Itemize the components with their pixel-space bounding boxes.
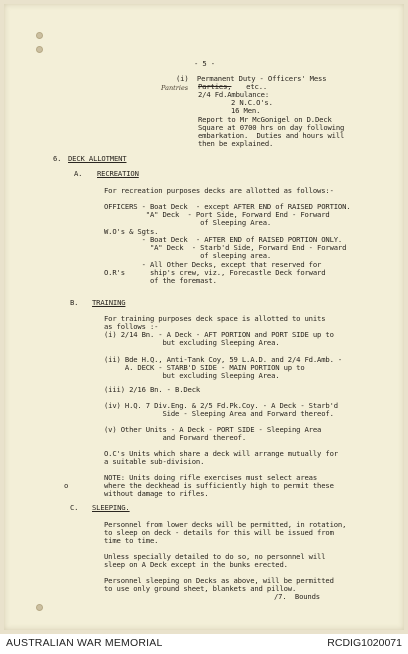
subsection-b-title: TRAINING [92, 298, 126, 307]
recreation-line: - All Other Decks, except that reserved for [104, 260, 322, 269]
intro-line-3: 2/4 Fd.Ambulance: [198, 90, 270, 99]
training-line: A. DECK - STARB'D SIDE - MAIN PORTION up to [104, 363, 305, 372]
subsection-b-label: B. [70, 298, 79, 307]
intro-line-5: 16 Men. [231, 106, 261, 115]
recreation-line: of sleeping area. [104, 251, 272, 260]
training-line: (iv) H.Q. 7 Div.Eng. & 2/5 Fd.Pk.Coy. - A Deck - Starb'd [104, 401, 338, 410]
handwritten-correction: Pantries [161, 84, 189, 92]
subsection-c-title: SLEEPING. [92, 503, 130, 512]
training-line: as follows :- [104, 322, 159, 331]
training-line: where the deckhead is sufficiently high to permit these [104, 481, 334, 490]
sleeping-line: to sleep on deck - details for this will be issued from [104, 528, 334, 537]
sleeping-line: sleep on A Deck except in the bunks erected. [104, 560, 288, 569]
sleeping-line: Personnel from lower decks will be permitted, in rotation, [104, 520, 347, 529]
intro-line-8: embarkation. Duties and hours will [198, 131, 345, 140]
recreation-line: W.O's & Sgts. [104, 227, 159, 236]
recreation-line: "A" Deck - Starb'd Side, Forward End - Forward [104, 243, 347, 252]
subsection-c-label: C. [70, 503, 79, 512]
subsection-a-label: A. [74, 169, 83, 178]
training-line: Side - Sleeping Area and Forward thereof. [104, 409, 334, 418]
recreation-line: O.R's ship's crew, viz., Forecastle Deck forward [104, 268, 326, 277]
recreation-line: For recreation purposes decks are allotted as follows:- [104, 186, 334, 195]
recreation-line: - Boat Deck - AFTER END of RAISED PORTION ONLY. [104, 235, 343, 244]
document-page [4, 4, 404, 630]
sleeping-line: time to time. [104, 536, 159, 545]
intro-line-4: 2 N.C.O's. [231, 98, 273, 107]
intro-line-2-rest: etc.. [242, 82, 268, 91]
training-line: without damage to rifles. [104, 489, 209, 498]
recreation-line: of the foremast. [104, 276, 217, 285]
footer-organisation: AUSTRALIAN WAR MEMORIAL [6, 637, 163, 649]
recreation-line: OFFICERS - Boat Deck - except AFTER END of RAISED PORTION. [104, 202, 351, 211]
training-line: a suitable sub-division. [104, 457, 205, 466]
sleeping-line: to use only ground sheet, blankets and pillow. [104, 584, 297, 593]
training-line: For training purposes deck space is allotted to units [104, 314, 326, 323]
subsection-a-title: RECREATION [97, 169, 139, 178]
margin-mark: o [64, 481, 69, 490]
archive-footer [0, 634, 408, 654]
footer-reference: RCDIG1020071 [327, 637, 402, 649]
section-title: DECK ALLOTMENT [68, 154, 127, 163]
training-note: NOTE: Units doing rifle exercises must select areas [104, 473, 318, 482]
training-line: (v) Other Units - A Deck - PORT SIDE - Sleeping Area [104, 425, 322, 434]
intro-line-9: then be explained. [198, 139, 274, 148]
training-line: (ii) Bde H.Q., Anti-Tank Coy, 59 L.A.D. and 2/4 Fd.Amb. - [104, 355, 343, 364]
training-line: O.C's Units which share a deck will arrange mutually for [104, 449, 338, 458]
section-number: 6. [53, 154, 62, 163]
struck-word: Parties, [198, 82, 232, 91]
intro-line-6: Report to Mr McGonigel on D.Deck [198, 115, 332, 124]
continuation-marker: /7. Bounds [274, 592, 320, 601]
recreation-line: "A" Deck - Port Side, Forward End - Forward [104, 210, 330, 219]
recreation-line: of Sleeping Area. [104, 218, 272, 227]
training-line: (i) 2/14 Bn. - A Deck - AFT PORTION and PORT SIDE up to [104, 330, 334, 339]
training-line: but excluding Sleeping Area. [104, 338, 280, 347]
intro-line-7: Square at 0700 hrs on day following [198, 123, 345, 132]
sleeping-line: Unless specially detailed to do so, no personnel will [104, 552, 326, 561]
page-number: - 5 - [194, 59, 215, 68]
training-line: and Forward thereof. [104, 433, 247, 442]
intro-line-1: (i) Permanent Duty - Officers' Mess [176, 74, 327, 83]
training-line: but excluding Sleeping Area. [104, 371, 280, 380]
training-line: (iii) 2/16 Bn. - B.Deck [104, 385, 201, 394]
sleeping-line: Personnel sleeping on Decks as above, will be permitted [104, 576, 334, 585]
